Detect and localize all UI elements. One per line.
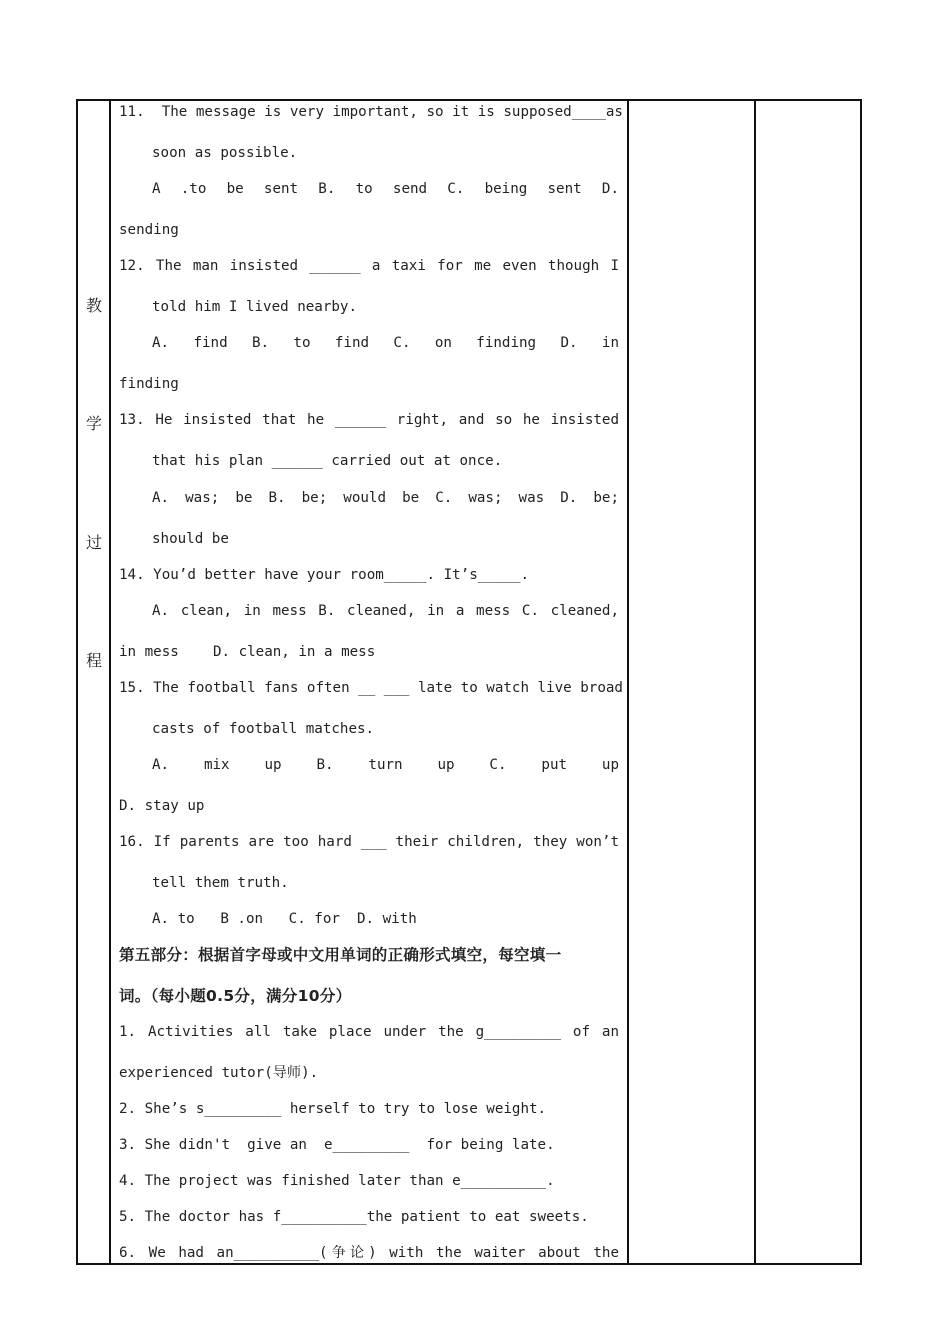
side-label: 程 [85,651,102,670]
text-line: A. was; be B. be; would be C. was; was D. be; [152,490,619,506]
text-line: A. to B .on C. for D. with [152,911,417,927]
text-line: finding [119,376,179,392]
text-line: in mess D. clean, in a mess [119,644,376,660]
text-line: 4. The project was finished later than e__________. [119,1173,555,1189]
side-label: 过 [85,533,102,552]
column-divider [754,99,756,1265]
text-line: that his plan ______ carried out at once. [152,453,503,469]
text-line: A. clean, in mess B. cleaned, in a mess C. cleaned, [152,603,619,619]
text-line: A .to be sent B. to send C. being sent D. [152,181,619,197]
text-line: D. stay up [119,798,205,814]
text-line: experienced tutor(导师). [119,1065,319,1081]
side-label-column [78,101,110,1263]
text-line: 5. The doctor has f__________the patient to eat sweets. [119,1209,589,1225]
text-line: told him I lived nearby. [152,299,357,315]
text-line: 词。（每小题0.5分，满分10分） [119,987,352,1005]
side-label: 学 [85,414,102,433]
text-line: 12. The man insisted ______ a taxi for me even though I [119,258,619,274]
text-line: 16. If parents are too hard ___ their children, they won’t [119,834,619,850]
text-line: A. mix up B. turn up C. put up [152,757,619,773]
text-line: 3. She didn't give an e_________ for being late. [119,1137,555,1153]
text-line: 13. He insisted that he ______ right, and so he insisted [119,412,619,428]
text-line: tell them truth. [152,875,289,891]
text-line: 11. The message is very important, so it is supposed____as [119,104,623,120]
column-divider [627,99,629,1265]
text-line: 15. The football fans often __ ___ late to watch live broad [119,680,623,696]
text-line: sending [119,222,179,238]
text-line: 14. You’d better have your room_____. It’s_____. [119,567,529,583]
text-line: 6. We had an__________(争论) with the waiter about the [119,1245,619,1261]
text-line: soon as possible. [152,145,298,161]
text-line: 第五部分：根据首字母或中文用单词的正确形式填空，每空填一 [119,946,562,964]
text-line: 2. She’s s_________ herself to try to lose weight. [119,1101,547,1117]
text-line: casts of football matches. [152,721,375,737]
side-label: 教 [85,296,102,315]
text-line: should be [152,531,229,547]
text-line: A. find B. to find C. on finding D. in [152,335,619,351]
text-line: 1. Activities all take place under the g_________ of an [119,1024,619,1040]
